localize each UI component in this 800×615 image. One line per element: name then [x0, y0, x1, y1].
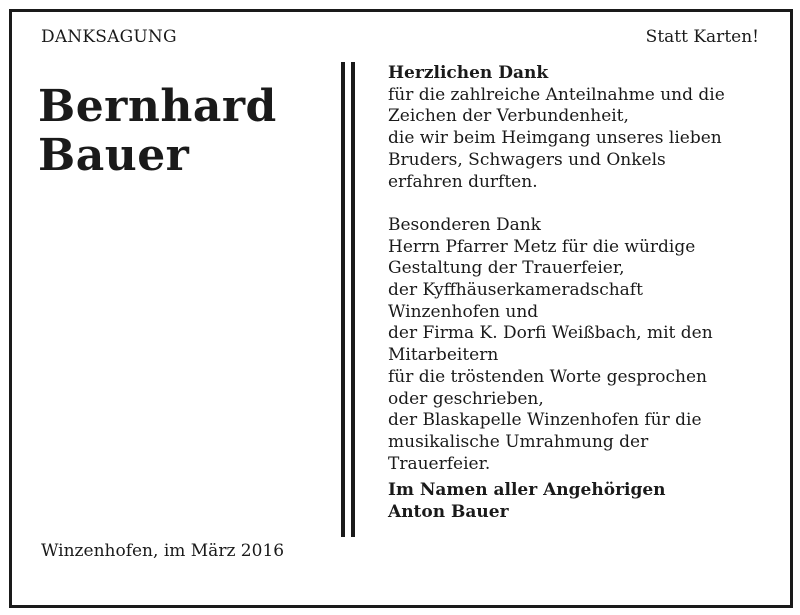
text-line: für die zahlreiche Anteilnahme und die	[388, 84, 725, 105]
text-line: musikalische Umrahmung der	[388, 431, 649, 452]
thanks-heading: Herzlichen Dank	[388, 63, 549, 83]
text-line: Mitarbeitern	[388, 345, 499, 366]
text-line: für die tröstenden Worte gesprochen	[388, 366, 707, 387]
paragraph-2	[388, 215, 748, 475]
text-line: Herrn Pfarrer Metz für die würdige	[388, 236, 696, 257]
divider-rule-right	[351, 62, 355, 537]
paragraph-gap	[388, 193, 748, 215]
text-line: der Kyffhäuserkameradschaft	[388, 280, 643, 301]
statt-karten-label: Statt Karten!	[645, 27, 759, 47]
place-date: Winzenhofen, im März 2016	[41, 541, 285, 561]
thanks-message	[388, 63, 748, 524]
last-name: Bauer	[38, 130, 190, 181]
text-line: erfahren durften.	[388, 171, 538, 192]
text-line: Gestaltung der Trauerfeier,	[388, 258, 625, 279]
text-line: Besonderen Dank	[388, 214, 541, 235]
text-line: der Firma K. Dorfi Weißbach, mit den	[388, 323, 713, 344]
divider-rule-left	[341, 62, 345, 537]
text-line: die wir beim Heimgang unseres lieben	[388, 128, 722, 149]
paragraph-1	[388, 85, 748, 194]
notice-type-label: DANKSAGUNG	[41, 27, 177, 47]
text-line: Bruders, Schwagers und Onkels	[388, 149, 666, 170]
text-line: Zeichen der Verbundenheit,	[388, 106, 629, 127]
deceased-name	[38, 82, 277, 180]
text-line: Trauerfeier.	[388, 453, 491, 474]
text-line: Winzenhofen und	[388, 301, 539, 322]
text-line: der Blaskapelle Winzenhofen für die	[388, 410, 702, 431]
first-name: Bernhard	[38, 81, 277, 132]
signature-name: Anton Bauer	[388, 502, 509, 523]
signature-line-1: Im Namen aller Angehörigen	[388, 480, 666, 501]
text-line: oder geschrieben,	[388, 388, 544, 409]
